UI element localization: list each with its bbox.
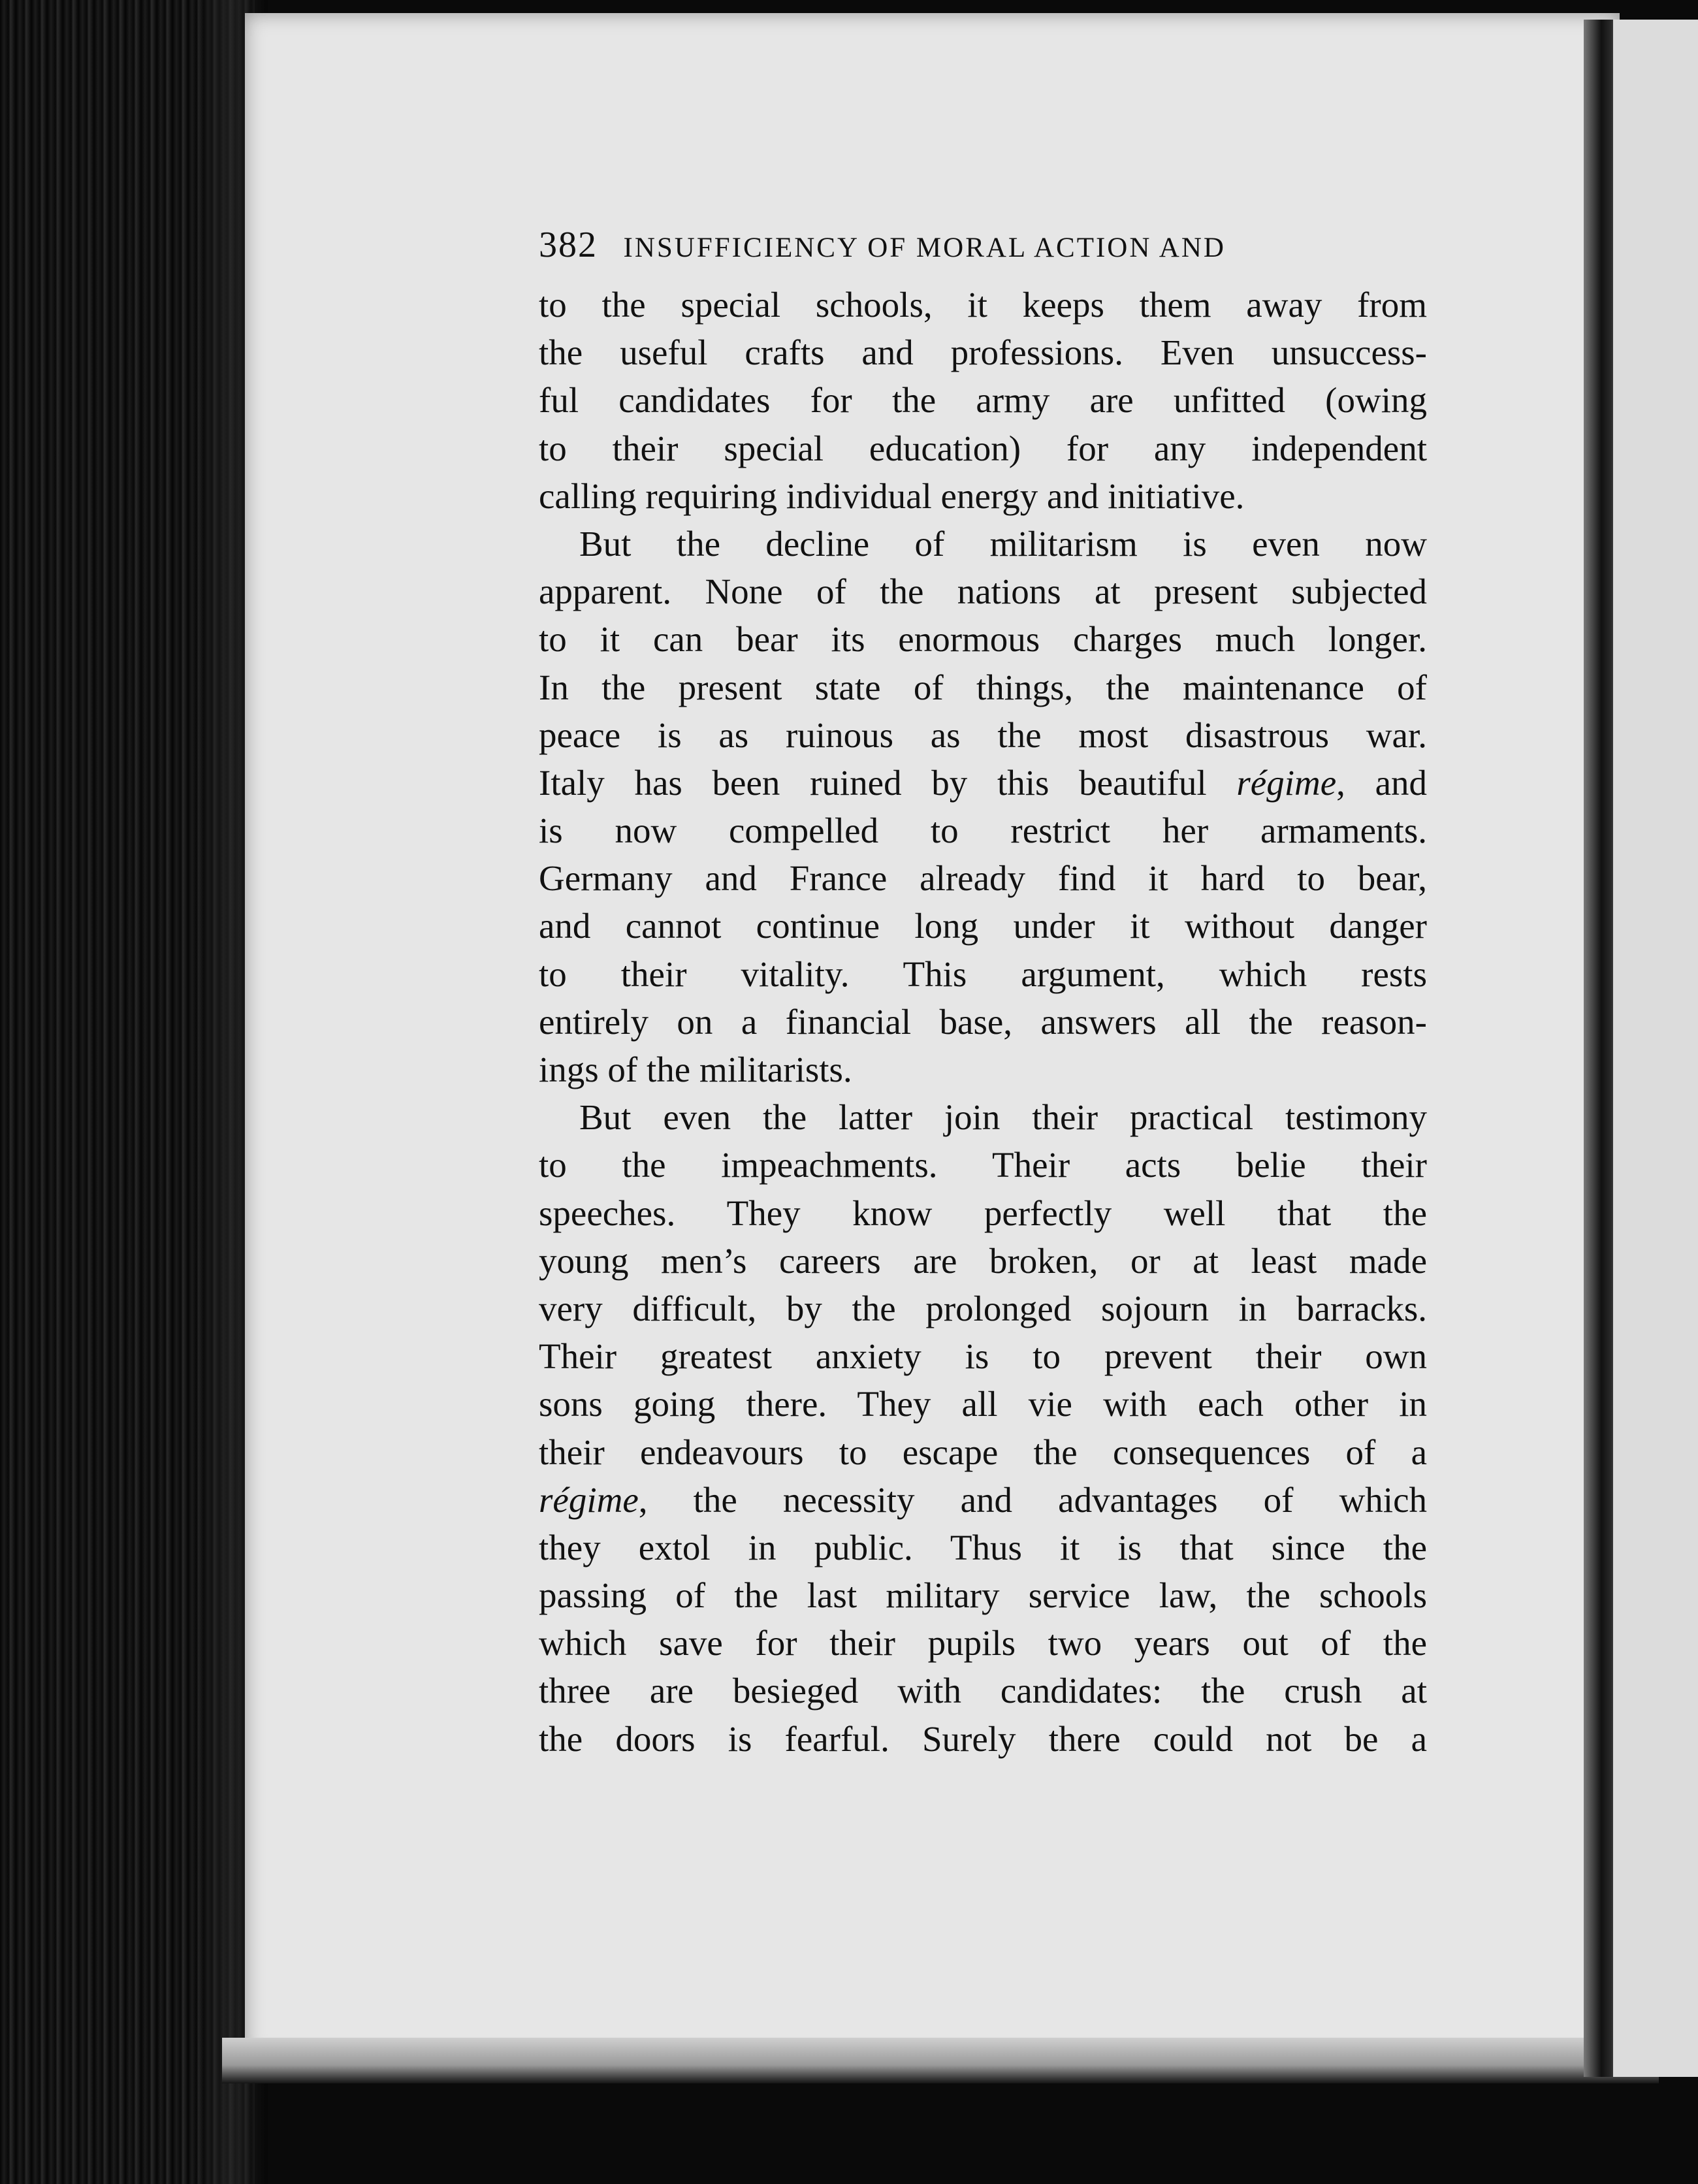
- text-line: the doors is fearful. Surely there could not be a: [539, 1718, 1427, 1759]
- text-block: [539, 216, 1427, 1763]
- running-head: [539, 216, 1427, 281]
- text-line: to it can bear its enormous charges much longer.: [539, 619, 1427, 660]
- italic-word: régime: [539, 1479, 639, 1520]
- text-line: which save for their pupils two years out of the: [539, 1623, 1427, 1663]
- text-line: three are besieged with candidates: the crush at: [539, 1671, 1427, 1711]
- text-line: passing of the last military service law, the schools: [539, 1575, 1427, 1616]
- text-line: speeches. They know perfectly well that the: [539, 1193, 1427, 1233]
- text-line: very difficult, by the prolonged sojourn in barracks.: [539, 1288, 1427, 1328]
- text-line: ful candidates for the army are unfitted (owing: [539, 380, 1427, 421]
- page-number: 382: [539, 225, 598, 265]
- next-page-sliver: [1613, 20, 1698, 2077]
- text-line: But the decline of militarism is even now: [579, 523, 1427, 564]
- text-line: to the impeachments. Their acts belie their: [539, 1145, 1427, 1185]
- text-line: Germany and France already find it hard to bear,: [539, 858, 1427, 899]
- italic-word: régime: [1236, 762, 1337, 803]
- text-line: their endeavours to escape the consequences of a: [539, 1432, 1427, 1472]
- paragraph-3: [539, 1093, 1427, 1763]
- text-line: they extol in public. Thus it is that since the: [539, 1527, 1427, 1567]
- text-line: sons going there. They all vie with each other in: [539, 1384, 1427, 1424]
- text-line: to their vitality. This argument, which rests: [539, 954, 1427, 994]
- running-title: INSUFFICIENCY OF MORAL ACTION AND: [623, 233, 1226, 263]
- text-line: and cannot continue long under it without danger: [539, 906, 1427, 946]
- text-line: to their special education) for any independent: [539, 428, 1427, 468]
- paragraph-2: [539, 520, 1427, 1093]
- text-line: régime, the necessity and advantages of which: [539, 1479, 1427, 1520]
- text-line: is now compelled to restrict her armaments.: [539, 811, 1427, 851]
- text-line: But even the latter join their practical testimony: [579, 1097, 1427, 1138]
- text-line: apparent. None of the nations at present subjected: [539, 571, 1427, 612]
- text-line: peace is as ruinous as the most disastrous war.: [539, 715, 1427, 755]
- text-line: Their greatest anxiety is to prevent their own: [539, 1336, 1427, 1377]
- text-line: Italy has been ruined by this beautiful régime, and: [539, 762, 1427, 803]
- text-line: to the special schools, it keeps them away from: [539, 285, 1427, 325]
- text-line: calling requiring individual energy and initiative.: [539, 475, 1245, 516]
- paragraph-1: [539, 281, 1427, 520]
- text-line: In the present state of things, the maintenance of: [539, 667, 1427, 707]
- page-bottom-edge: [222, 2038, 1659, 2083]
- text-line: young men’s careers are broken, or at least made: [539, 1240, 1427, 1281]
- text-line: ings of the militarists.: [539, 1050, 852, 1089]
- text-line: entirely on a financial base, answers all the reason-: [539, 1001, 1427, 1042]
- text-line: the useful crafts and professions. Even unsuccess-: [539, 332, 1427, 373]
